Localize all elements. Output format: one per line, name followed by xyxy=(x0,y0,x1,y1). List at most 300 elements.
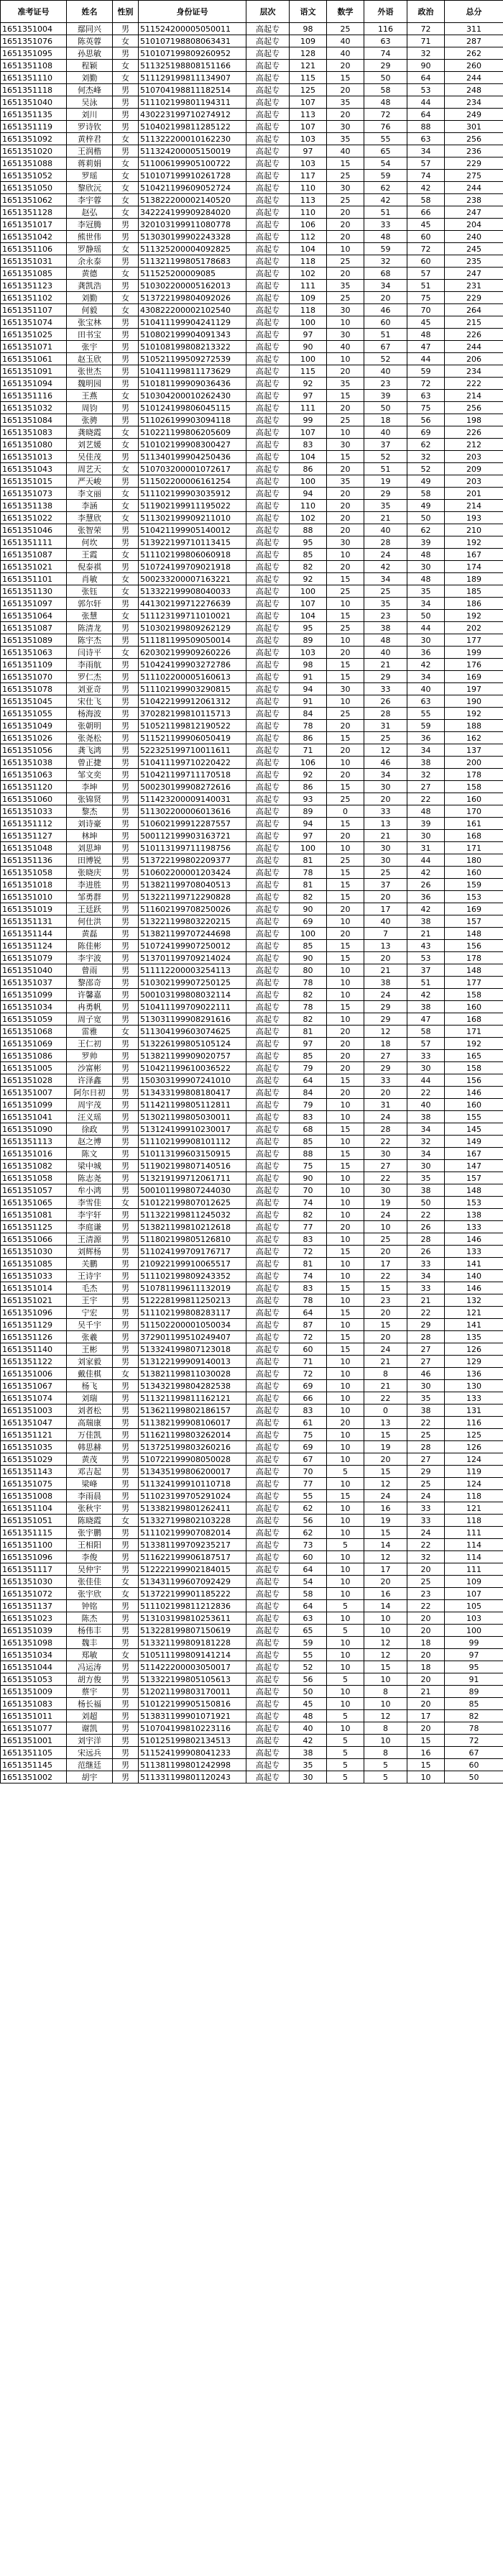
cell-exam-id: 1651351125 xyxy=(1,1221,67,1233)
cell-name: 李宇蓉 xyxy=(67,194,113,206)
cell-level: 高起专 xyxy=(246,1698,290,1710)
cell-level: 高起专 xyxy=(246,1502,290,1515)
cell-level: 高起专 xyxy=(246,1368,290,1380)
cell-math: 30 xyxy=(327,121,364,133)
cell-total: 149 xyxy=(445,1136,503,1148)
table-row xyxy=(1,1380,503,1392)
cell-gender: 男 xyxy=(113,1661,139,1673)
cell-name: 何坎 xyxy=(67,536,113,549)
cell-exam-id: 1651351100 xyxy=(1,1539,67,1551)
cell-politics: 39 xyxy=(407,818,445,830)
cell-chinese: 73 xyxy=(290,1539,327,1551)
table-row xyxy=(1,1441,503,1453)
cell-id-number: 511524199908041233 xyxy=(139,1747,246,1759)
cell-name: 蔡宇 xyxy=(67,1686,113,1698)
cell-chinese: 95 xyxy=(290,536,327,549)
cell-id-number: 511902199807140516 xyxy=(139,1160,246,1172)
cell-math: 20 xyxy=(327,1221,364,1233)
cell-total: 214 xyxy=(445,500,503,512)
cell-exam-id: 1651351043 xyxy=(1,463,67,475)
cell-exam-id: 1651351117 xyxy=(1,1563,67,1576)
cell-name: 罗诗钦 xyxy=(67,121,113,133)
cell-politics: 27 xyxy=(407,1356,445,1368)
cell-total: 177 xyxy=(445,977,503,989)
cell-exam-id: 1651351122 xyxy=(1,1356,67,1368)
table-row xyxy=(1,280,503,292)
cell-level: 高起专 xyxy=(246,549,290,561)
cell-total: 141 xyxy=(445,1319,503,1331)
table-row xyxy=(1,1123,503,1136)
cell-level: 高起专 xyxy=(246,1074,290,1087)
cell-name: 王霞 xyxy=(67,549,113,561)
cell-politics: 59 xyxy=(407,365,445,378)
cell-math: 25 xyxy=(327,793,364,805)
cell-id-number: 500233200007163221 xyxy=(139,573,246,585)
cell-math: 5 xyxy=(327,1735,364,1747)
cell-gender: 男 xyxy=(113,1417,139,1429)
cell-name: 孙思敏 xyxy=(67,47,113,60)
cell-math: 20 xyxy=(327,1050,364,1062)
cell-gender: 男 xyxy=(113,1038,139,1050)
cell-politics: 30 xyxy=(407,634,445,647)
cell-chinese: 35 xyxy=(290,1759,327,1771)
cell-politics: 44 xyxy=(407,1074,445,1087)
table-row xyxy=(1,1502,503,1515)
cell-gender: 男 xyxy=(113,940,139,952)
cell-gender: 男 xyxy=(113,1172,139,1184)
cell-chinese: 78 xyxy=(290,867,327,879)
cell-id-number: 511102199801194311 xyxy=(139,96,246,109)
cell-math: 10 xyxy=(327,1270,364,1282)
cell-chinese: 81 xyxy=(290,879,327,891)
cell-total: 109 xyxy=(445,1576,503,1588)
cell-total: 247 xyxy=(445,268,503,280)
cell-id-number: 513382199801262411 xyxy=(139,1502,246,1515)
cell-gender: 男 xyxy=(113,1062,139,1074)
header-exam-id: 准考证号 xyxy=(1,1,67,23)
cell-id-number: 510113199711198756 xyxy=(139,842,246,854)
cell-id-number: 510122199905150816 xyxy=(139,1698,246,1710)
cell-id-number: 510302199907250125 xyxy=(139,977,246,989)
cell-level: 高起专 xyxy=(246,72,290,84)
table-row xyxy=(1,842,503,854)
cell-name: 张锦贤 xyxy=(67,793,113,805)
cell-total: 124 xyxy=(445,1478,503,1490)
cell-level: 高起专 xyxy=(246,475,290,488)
cell-level: 高起专 xyxy=(246,732,290,744)
cell-exam-id: 1651351058 xyxy=(1,867,67,879)
cell-math: 10 xyxy=(327,1453,364,1466)
cell-math: 20 xyxy=(327,744,364,757)
cell-name: 周宇茂 xyxy=(67,1099,113,1111)
cell-id-number: 513722199901185222 xyxy=(139,1588,246,1600)
cell-chinese: 77 xyxy=(290,1221,327,1233)
cell-politics: 58 xyxy=(407,488,445,500)
cell-gender: 男 xyxy=(113,121,139,133)
cell-name: 张宝林 xyxy=(67,316,113,329)
cell-gender: 女 xyxy=(113,72,139,84)
cell-id-number: 513821199811030028 xyxy=(139,1368,246,1380)
cell-id-number: 511322200010162230 xyxy=(139,133,246,145)
cell-math: 10 xyxy=(327,634,364,647)
cell-id-number: 511102199811212836 xyxy=(139,1600,246,1612)
table-row xyxy=(1,304,503,316)
cell-name: 刘川 xyxy=(67,109,113,121)
cell-total: 168 xyxy=(445,830,503,842)
table-row xyxy=(1,1307,503,1319)
cell-math: 10 xyxy=(327,1515,364,1527)
cell-chinese: 56 xyxy=(290,1673,327,1686)
cell-politics: 22 xyxy=(407,1600,445,1612)
cell-level: 高起专 xyxy=(246,219,290,231)
cell-level: 高起专 xyxy=(246,35,290,47)
cell-id-number: 511322199811245032 xyxy=(139,1209,246,1221)
cell-chinese: 84 xyxy=(290,1087,327,1099)
table-row xyxy=(1,1747,503,1759)
cell-total: 170 xyxy=(445,805,503,818)
cell-math: 15 xyxy=(327,157,364,170)
cell-politics: 22 xyxy=(407,1209,445,1221)
cell-chinese: 42 xyxy=(290,1735,327,1747)
cell-name: 李坤 xyxy=(67,781,113,793)
cell-english: 30 xyxy=(364,842,407,854)
cell-chinese: 62 xyxy=(290,1527,327,1539)
cell-exam-id: 1651351023 xyxy=(1,1612,67,1625)
cell-id-number: 513822200002140520 xyxy=(139,194,246,206)
cell-id-number: 511324199910110718 xyxy=(139,1478,246,1490)
cell-math: 40 xyxy=(327,47,364,60)
cell-exam-id: 1651351021 xyxy=(1,561,67,573)
cell-total: 156 xyxy=(445,940,503,952)
cell-gender: 男 xyxy=(113,255,139,268)
cell-id-number: 372901199510249407 xyxy=(139,1331,246,1343)
cell-english: 21 xyxy=(364,830,407,842)
cell-chinese: 103 xyxy=(290,157,327,170)
table-row xyxy=(1,1233,503,1246)
cell-chinese: 90 xyxy=(290,341,327,353)
cell-chinese: 69 xyxy=(290,1441,327,1453)
cell-total: 141 xyxy=(445,1258,503,1270)
cell-exam-id: 1651351003 xyxy=(1,1405,67,1417)
cell-exam-id: 1651351112 xyxy=(1,818,67,830)
table-row xyxy=(1,1221,503,1233)
cell-chinese: 83 xyxy=(290,1282,327,1294)
table-row xyxy=(1,390,503,402)
cell-politics: 26 xyxy=(407,879,445,891)
cell-name: 杨伟丰 xyxy=(67,1625,113,1637)
cell-math: 40 xyxy=(327,145,364,157)
table-row xyxy=(1,1209,503,1221)
cell-name: 黄磊 xyxy=(67,928,113,940)
cell-exam-id: 1651351143 xyxy=(1,1466,67,1478)
cell-politics: 51 xyxy=(407,977,445,989)
cell-id-number: 513431199607092429 xyxy=(139,1576,246,1588)
cell-name: 郑敏 xyxy=(67,1649,113,1661)
cell-chinese: 97 xyxy=(290,329,327,341)
cell-math: 20 xyxy=(327,720,364,732)
cell-chinese: 71 xyxy=(290,1356,327,1368)
cell-math: 10 xyxy=(327,598,364,610)
table-row xyxy=(1,610,503,622)
cell-math: 10 xyxy=(327,989,364,1001)
cell-id-number: 513701199709214024 xyxy=(139,952,246,964)
table-row xyxy=(1,1087,503,1099)
table-row xyxy=(1,35,503,47)
cell-gender: 男 xyxy=(113,316,139,329)
cell-total: 137 xyxy=(445,744,503,757)
cell-english: 30 xyxy=(364,854,407,867)
cell-id-number: 511802199805126810 xyxy=(139,1233,246,1246)
cell-level: 高起专 xyxy=(246,426,290,439)
cell-politics: 39 xyxy=(407,536,445,549)
cell-gender: 男 xyxy=(113,805,139,818)
cell-math: 15 xyxy=(327,1074,364,1087)
cell-name: 张秋宇 xyxy=(67,1502,113,1515)
cell-math: 10 xyxy=(327,1478,364,1490)
cell-total: 78 xyxy=(445,1722,503,1735)
cell-exam-id: 1651351022 xyxy=(1,512,67,524)
cell-gender: 男 xyxy=(113,1673,139,1686)
cell-english: 15 xyxy=(364,1319,407,1331)
cell-math: 25 xyxy=(327,585,364,598)
cell-level: 高起专 xyxy=(246,1527,290,1539)
cell-gender: 男 xyxy=(113,1539,139,1551)
header-id-number: 身份证号 xyxy=(139,1,246,23)
cell-level: 高起专 xyxy=(246,365,290,378)
cell-math: 10 xyxy=(327,1441,364,1453)
cell-chinese: 64 xyxy=(290,1307,327,1319)
cell-gender: 女 xyxy=(113,1368,139,1380)
cell-politics: 21 xyxy=(407,928,445,940)
cell-gender: 女 xyxy=(113,1649,139,1661)
table-row xyxy=(1,109,503,121)
cell-politics: 45 xyxy=(407,316,445,329)
cell-id-number: 500230199908272616 xyxy=(139,781,246,793)
cell-name: 钟铭 xyxy=(67,1600,113,1612)
cell-math: 10 xyxy=(327,977,364,989)
cell-total: 262 xyxy=(445,47,503,60)
cell-english: 29 xyxy=(364,1062,407,1074)
cell-chinese: 117 xyxy=(290,170,327,182)
cell-name: 李雪佳 xyxy=(67,1197,113,1209)
cell-math: 20 xyxy=(327,647,364,659)
table-row xyxy=(1,426,503,439)
cell-gender: 男 xyxy=(113,414,139,426)
cell-gender: 男 xyxy=(113,1209,139,1221)
cell-level: 高起专 xyxy=(246,1490,290,1502)
table-row xyxy=(1,1160,503,1172)
cell-level: 高起专 xyxy=(246,830,290,842)
cell-politics: 57 xyxy=(407,268,445,280)
cell-chinese: 106 xyxy=(290,219,327,231)
cell-total: 60 xyxy=(445,1759,503,1771)
cell-exam-id: 1651351002 xyxy=(1,1771,67,1783)
cell-politics: 49 xyxy=(407,475,445,488)
cell-exam-id: 1651351053 xyxy=(1,1673,67,1686)
cell-chinese: 75 xyxy=(290,1160,327,1172)
cell-name: 张慧 xyxy=(67,610,113,622)
cell-exam-id: 1651351033 xyxy=(1,1270,67,1282)
header-total: 总分 xyxy=(445,1,503,23)
cell-gender: 女 xyxy=(113,488,139,500)
cell-english: 16 xyxy=(364,1502,407,1515)
cell-english: 35 xyxy=(364,598,407,610)
cell-level: 高起专 xyxy=(246,805,290,818)
cell-id-number: 441302199712276639 xyxy=(139,598,246,610)
cell-english: 29 xyxy=(364,671,407,683)
cell-politics: 88 xyxy=(407,121,445,133)
cell-level: 高起专 xyxy=(246,1576,290,1588)
table-row xyxy=(1,964,503,977)
cell-english: 40 xyxy=(364,365,407,378)
cell-english: 42 xyxy=(364,561,407,573)
table-row xyxy=(1,1490,503,1502)
cell-exam-id: 1651351004 xyxy=(1,23,67,35)
cell-exam-id: 1651351065 xyxy=(1,1197,67,1209)
table-row xyxy=(1,1466,503,1478)
cell-exam-id: 1651351077 xyxy=(1,1722,67,1735)
cell-total: 171 xyxy=(445,1026,503,1038)
cell-english: 24 xyxy=(364,1490,407,1502)
cell-math: 20 xyxy=(327,928,364,940)
cell-exam-id: 1651351079 xyxy=(1,952,67,964)
cell-english: 21 xyxy=(364,1380,407,1392)
cell-gender: 男 xyxy=(113,1759,139,1771)
cell-math: 20 xyxy=(327,84,364,96)
cell-chinese: 91 xyxy=(290,671,327,683)
cell-exam-id: 1651351031 xyxy=(1,255,67,268)
cell-english: 37 xyxy=(364,439,407,451)
table-row xyxy=(1,830,503,842)
cell-gender: 男 xyxy=(113,781,139,793)
cell-name: 余永泰 xyxy=(67,255,113,268)
cell-politics: 53 xyxy=(407,952,445,964)
cell-english: 20 xyxy=(364,292,407,304)
cell-gender: 女 xyxy=(113,1197,139,1209)
cell-gender: 男 xyxy=(113,1294,139,1307)
cell-exam-id: 1651351095 xyxy=(1,47,67,60)
cell-total: 214 xyxy=(445,390,503,402)
cell-math: 20 xyxy=(327,219,364,231)
cell-gender: 男 xyxy=(113,1771,139,1783)
cell-english: 12 xyxy=(364,1649,407,1661)
cell-name: 谢凯 xyxy=(67,1722,113,1735)
cell-exam-id: 1651351049 xyxy=(1,720,67,732)
cell-id-number: 510411199811173629 xyxy=(139,365,246,378)
cell-gender: 女 xyxy=(113,610,139,622)
cell-level: 高起专 xyxy=(246,1771,290,1783)
cell-id-number: 511502200001050034 xyxy=(139,1319,246,1331)
cell-total: 126 xyxy=(445,1343,503,1356)
cell-id-number: 511324200005150019 xyxy=(139,145,246,157)
cell-chinese: 67 xyxy=(290,1453,327,1466)
cell-total: 161 xyxy=(445,818,503,830)
cell-politics: 20 xyxy=(407,1698,445,1710)
cell-id-number: 510421199711170518 xyxy=(139,769,246,781)
table-row xyxy=(1,1429,503,1441)
cell-chinese: 111 xyxy=(290,280,327,292)
cell-english: 42 xyxy=(364,194,407,206)
cell-total: 114 xyxy=(445,1551,503,1563)
header-row xyxy=(1,1,503,23)
cell-gender: 男 xyxy=(113,1356,139,1368)
cell-gender: 男 xyxy=(113,1600,139,1612)
cell-gender: 男 xyxy=(113,1405,139,1417)
cell-math: 10 xyxy=(327,1380,364,1392)
cell-english: 18 xyxy=(364,1038,407,1050)
cell-math: 35 xyxy=(327,378,364,390)
cell-gender: 男 xyxy=(113,1453,139,1466)
cell-chinese: 107 xyxy=(290,598,327,610)
cell-chinese: 66 xyxy=(290,1392,327,1405)
cell-exam-id: 1651351119 xyxy=(1,121,67,133)
cell-english: 46 xyxy=(364,757,407,769)
cell-chinese: 86 xyxy=(290,781,327,793)
cell-math: 5 xyxy=(327,1673,364,1686)
cell-chinese: 97 xyxy=(290,145,327,157)
cell-name: 王宇 xyxy=(67,1294,113,1307)
cell-level: 高起专 xyxy=(246,402,290,414)
cell-gender: 男 xyxy=(113,1686,139,1698)
cell-english: 50 xyxy=(364,72,407,84)
cell-politics: 46 xyxy=(407,1368,445,1380)
cell-gender: 男 xyxy=(113,1710,139,1722)
cell-total: 177 xyxy=(445,634,503,647)
cell-name: 张钰 xyxy=(67,585,113,598)
cell-total: 238 xyxy=(445,194,503,206)
cell-name: 郭尔轩 xyxy=(67,598,113,610)
table-row xyxy=(1,1331,503,1343)
cell-level: 高起专 xyxy=(246,598,290,610)
cell-id-number: 513621199802186157 xyxy=(139,1405,246,1417)
cell-exam-id: 1651351006 xyxy=(1,1368,67,1380)
cell-politics: 40 xyxy=(407,683,445,695)
cell-math: 15 xyxy=(327,610,364,622)
cell-total: 159 xyxy=(445,879,503,891)
cell-chinese: 56 xyxy=(290,1515,327,1527)
cell-politics: 35 xyxy=(407,1392,445,1405)
cell-total: 206 xyxy=(445,353,503,365)
cell-exam-id: 1651351121 xyxy=(1,1429,67,1441)
cell-english: 48 xyxy=(364,96,407,109)
cell-math: 5 xyxy=(327,1600,364,1612)
cell-id-number: 513821199708040513 xyxy=(139,879,246,891)
cell-exam-id: 1651351059 xyxy=(1,1013,67,1026)
cell-level: 高起专 xyxy=(246,683,290,695)
cell-english: 38 xyxy=(364,622,407,634)
cell-chinese: 69 xyxy=(290,1380,327,1392)
cell-level: 高起专 xyxy=(246,708,290,720)
cell-total: 147 xyxy=(445,1160,503,1172)
cell-chinese: 72 xyxy=(290,1368,327,1380)
cell-level: 高起专 xyxy=(246,378,290,390)
cell-id-number: 513435199806200017 xyxy=(139,1466,246,1478)
cell-level: 高起专 xyxy=(246,1343,290,1356)
table-row xyxy=(1,1417,503,1429)
cell-name: 罗帅 xyxy=(67,1050,113,1062)
cell-chinese: 85 xyxy=(290,940,327,952)
cell-name: 刘勤 xyxy=(67,72,113,84)
cell-chinese: 64 xyxy=(290,1600,327,1612)
cell-politics: 27 xyxy=(407,781,445,793)
cell-id-number: 511325198808151166 xyxy=(139,60,246,72)
cell-english: 65 xyxy=(364,145,407,157)
cell-level: 高起专 xyxy=(246,1123,290,1136)
cell-level: 高起专 xyxy=(246,524,290,536)
cell-politics: 20 xyxy=(407,1649,445,1661)
cell-exam-id: 1651351128 xyxy=(1,206,67,219)
cell-exam-id: 1651351052 xyxy=(1,170,67,182)
